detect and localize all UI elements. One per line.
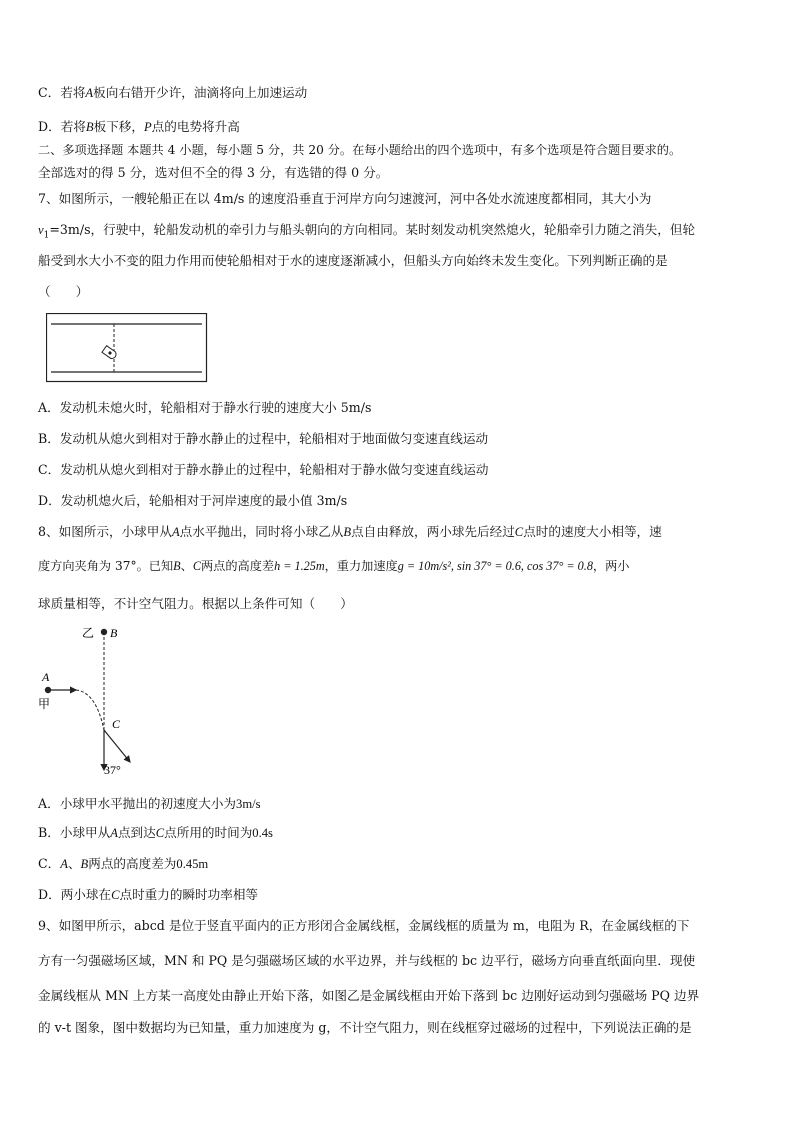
text: 板向右错开少许，油滴将向上加速运动 bbox=[93, 85, 308, 100]
text: 、 bbox=[180, 559, 193, 573]
q7-line3: 船受到水大小不变的阻力作用而使轮船相对于水的速度逐渐减小，但船头方向始终未发生变化。下列判断正确的是 bbox=[38, 253, 668, 268]
q6-option-d bbox=[38, 116, 240, 135]
text: 两点的高度差 bbox=[200, 559, 275, 573]
var-c: C bbox=[192, 559, 201, 573]
q8-option-c bbox=[38, 853, 208, 872]
value: 0.4s bbox=[252, 826, 273, 840]
var-b: B bbox=[80, 857, 89, 871]
subscript: 1 bbox=[43, 230, 50, 241]
text: 点到达 bbox=[117, 825, 156, 840]
q9-line3: 金属线框从 MN 上方某一高度处由静止开始下落，如图乙是金属线框由开始下落到 bc 边刚好运动到匀强磁场 PQ 边界 bbox=[38, 988, 700, 1003]
angle-label: 37° bbox=[104, 763, 121, 777]
q6-option-c bbox=[38, 82, 307, 101]
q7-option-a: A．发动机未熄火时，轮船相对于静水行驶的速度大小 5m/s bbox=[38, 400, 372, 415]
var-v: v bbox=[38, 223, 44, 237]
text: 、 bbox=[67, 856, 81, 871]
velocity-at-c-arrow bbox=[104, 730, 130, 762]
var-b: B bbox=[173, 559, 181, 573]
q7-line4: （ ） bbox=[38, 284, 89, 299]
text: 点的电势将升高 bbox=[151, 119, 240, 134]
text: 点时重力的瞬时功率相等 bbox=[119, 887, 259, 902]
text: 点自由释放，两小球先后经过 bbox=[351, 524, 515, 539]
text: 板下移， bbox=[93, 119, 144, 134]
q8-line1 bbox=[38, 521, 662, 540]
text: 两点的高度差为 bbox=[88, 856, 177, 871]
q8-option-d bbox=[38, 884, 258, 903]
q9-line2: 方有一匀强磁场区域，MN 和 PQ 是匀强磁场区域的水平边界，并与线框的 bc 边平行，磁场方向垂直纸面向里．现使 bbox=[38, 953, 696, 968]
q8-option-a bbox=[38, 793, 261, 812]
text: 点时的速度大小相等，速 bbox=[523, 524, 662, 539]
river-boat-figure bbox=[46, 313, 208, 383]
trajectory bbox=[76, 690, 104, 730]
q8-option-b bbox=[38, 822, 273, 841]
text: C．若将 bbox=[38, 85, 86, 100]
q9-line4: 的 v-t 图象，图中数据均为已知量，重力加速度为 g，不计空气阻力，则在线框穿过磁场的过程中，下列说法正确的是 bbox=[38, 1020, 692, 1035]
formula-g: g = 10m/s², sin 37° = 0.6, cos 37° = 0.8 bbox=[397, 559, 593, 573]
formula-h: h = 1.25m bbox=[274, 559, 325, 573]
var-c: C bbox=[111, 888, 120, 902]
label-c: C bbox=[112, 717, 121, 731]
q9-line1: 9、如图甲所示，abcd 是位于竖直平面内的正方形闭合金属线框，金属线框的质量为 m，电阻为 R，在金属线框的下 bbox=[38, 918, 690, 933]
section2-line2: 全部选对的得 5 分，选对但不全的得 3 分，有选错的得 0 分。 bbox=[38, 165, 389, 180]
q7-line2 bbox=[38, 219, 695, 241]
var-a: A bbox=[85, 86, 94, 100]
ball-b bbox=[101, 629, 107, 635]
text: A．小球甲水平抛出的初速度大小为 bbox=[38, 796, 237, 811]
text: ，重力加速度 bbox=[324, 559, 398, 573]
q8-line2 bbox=[38, 557, 629, 574]
value: 3m/s bbox=[236, 797, 261, 811]
q7-option-d: D．发动机熄火后，轮船相对于河岸速度的最小值 3m/s bbox=[38, 493, 348, 508]
section2-line1: 二、多项选择题 本题共 4 小题，每小题 5 分，共 20 分。在每小题给出的四个选项中，有多个选项是符合题目要求的。 bbox=[38, 143, 682, 157]
var-b: B bbox=[85, 120, 94, 134]
text: D．若将 bbox=[38, 119, 86, 134]
q8-line3: 球质量相等，不计空气阻力。根据以上条件可知（ ） bbox=[38, 596, 353, 611]
var-c: C bbox=[155, 826, 165, 840]
var-a: A bbox=[171, 525, 180, 539]
var-c: C bbox=[514, 525, 524, 539]
var-a: A bbox=[110, 826, 118, 840]
text: B．小球甲从 bbox=[38, 825, 111, 840]
text: 8、如图所示，小球甲从 bbox=[38, 524, 172, 539]
text: =3m/s，行驶中，轮船发动机的牵引力与船头朝向的方向相同。某时刻发动机突然熄火，轮船牵引力随之消失，但轮 bbox=[49, 222, 696, 237]
text: ，两小 bbox=[592, 559, 630, 573]
q7-option-b: B．发动机从熄火到相对于静水静止的过程中，轮船相对于地面做匀变速直线运动 bbox=[38, 431, 489, 446]
label-yi: 乙 bbox=[82, 626, 95, 640]
value: 0.45m bbox=[176, 857, 209, 871]
var-p: P bbox=[143, 120, 152, 134]
var-b: B bbox=[343, 525, 352, 539]
text: 点水平抛出，同时将小球乙从 bbox=[179, 524, 344, 539]
q7-line1: 7、如图所示，一艘轮船正在以 4m/s 的速度沿垂直于河岸方向匀速渡河，河中各处水流速度都相同，其大小为 bbox=[38, 191, 652, 206]
text: 度方向夹角为 37°。已知 bbox=[38, 559, 174, 573]
q7-option-c: C．发动机从熄火到相对于静水静止的过程中，轮船相对于静水做匀变速直线运动 bbox=[38, 462, 489, 477]
boat-icon bbox=[102, 346, 118, 360]
label-a: A bbox=[42, 670, 50, 684]
label-jia: 甲 bbox=[38, 697, 51, 711]
projectile-figure bbox=[34, 622, 164, 782]
var-a: A bbox=[60, 857, 68, 871]
text: C． bbox=[38, 856, 61, 871]
text: 点所用的时间为 bbox=[164, 825, 253, 840]
text: D．两小球在 bbox=[38, 887, 112, 902]
label-b: B bbox=[110, 626, 118, 640]
